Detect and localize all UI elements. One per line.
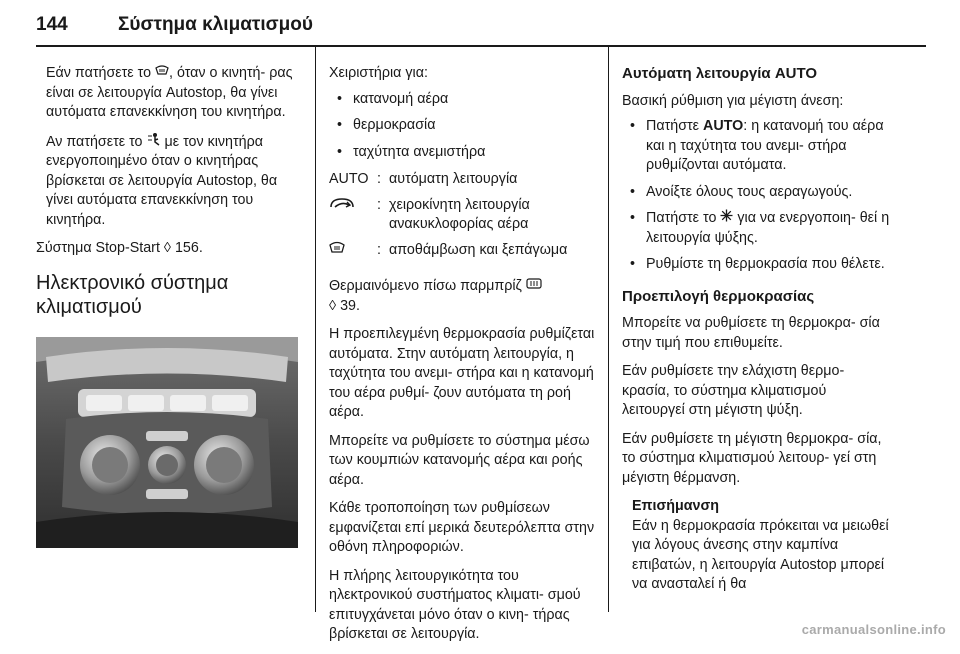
air-distribution-icon: [147, 132, 161, 153]
column-divider-2: [608, 47, 609, 612]
controls-intro: Χειριστήρια για:: [329, 65, 428, 81]
paragraph: Η προεπιλεγμένη θερμοκρασία ρυθμίζεται αυτόματα. Στην αυτόματη λειτουργία, η ταχύτητα του ανεμι- στήρα και η κατανομή του αέρα ρυθμί- ζουν αυτόματα τη ροή αέρα.: [329, 326, 595, 420]
table-row: : αποθάμβωση και ξεπάγωμα: [329, 241, 599, 268]
auto-steps-list: [622, 117, 892, 275]
section-heading-temperature-preset: Προεπιλογή θερμοκρασίας: [622, 287, 815, 305]
table-row: : χειροκίνητη λειτουργία ανακυκλοφορίας αέρα: [329, 196, 599, 241]
paragraph: Κάθε τροποποίηση των ρυθμίσεων εμφανίζεται επί μερικά δευτερόλεπτα στην οθόνη πληροφοριών.: [329, 500, 595, 555]
column-3: [622, 64, 892, 595]
page-number: 144: [36, 14, 68, 35]
snowflake-icon: [720, 209, 733, 229]
note-text: Εάν η θερμοκρασία πρόκειται να μειωθεί για λόγους άνεσης στην καμπίνα επιβατών, η λειτουργία Autostop μπορεί να ανασταλεί ή θα: [632, 517, 889, 592]
column-divider-1: [315, 47, 316, 612]
paragraph: Εάν ρυθμίσετε τη μέγιστη θερμοκρα- σία, το σύστημα κλιματισμού λειτουρ- γεί στη μέγιστη θέρμανση.: [622, 430, 882, 486]
paragraph: Εάν ρυθμίσετε την ελάχιστη θερμο- κρασία, το σύστημα κλιματισμού λειτουργεί στη μέγιστη ψύξη.: [622, 363, 845, 418]
section-heading-auto-mode: Αυτόματη λειτουργία AUTO: [622, 65, 818, 82]
column-2: [329, 64, 599, 654]
controls-table: [329, 170, 599, 267]
list-item: • θερμοκρασία: [329, 116, 599, 136]
recirculation-icon: [329, 198, 355, 214]
paragraph-rear-window: Θερμαινόμενο πίσω παρμπρίζ ◊ 39.: [329, 277, 599, 316]
defrost-icon: [329, 243, 345, 259]
watermark: carmanualsonline.info: [801, 622, 946, 637]
list-item: • Πατήστε AUTO: η κατανομή του αέρα και η ταχύτητα του ανεμι- στήρα ρυθμίζονται αυτόματα.: [622, 117, 892, 176]
list-item: • ταχύτητα ανεμιστήρα: [329, 143, 599, 163]
list-item: • Ανοίξτε όλους τους αεραγωγούς.: [622, 183, 892, 203]
list-item: • Ρυθμίστε τη θερμοκρασία που θέλετε.: [622, 255, 892, 275]
table-row: AUTO : αυτόματη λειτουργία: [329, 170, 599, 196]
page-ref-icon: ◊: [163, 240, 171, 256]
header-rule: [36, 45, 926, 47]
climate-control-panel-photo: [36, 337, 298, 548]
paragraph: Μπορείτε να ρυθμίσετε το σύστημα μέσω των κουμπιών κατανομής αέρα και ροής αέρα.: [329, 432, 590, 488]
defrost-icon: [155, 64, 169, 84]
list-item: • Πατήστε το για να ενεργοποιη- θεί η λειτουργία ψύξης.: [622, 209, 892, 248]
auto-key: AUTO: [329, 171, 369, 187]
section-heading-electronic-ac: Ηλεκτρονικό σύστημα κλιματισμού: [36, 271, 229, 318]
rear-window-heating-icon: [526, 277, 542, 297]
note-title: Επισήμανση: [632, 498, 719, 514]
paragraph-airflow-button: Αν πατήσετε το με τον κινητήρα ενεργοποιημένο όταν ο κινητήρας βρίσκεται σε λειτουργία Autostop, θα γίνει αυτόματα επανεκκίνηση του κινητήρα.: [46, 133, 278, 228]
controls-list: [329, 90, 599, 163]
paragraph: Μπορείτε να ρυθμίσετε τη θερμοκρα- σία στην τιμή που επιθυμείτε.: [622, 315, 880, 351]
paragraph-stop-start-ref: Σύστημα Stop-Start ◊ 156.: [36, 240, 203, 256]
paragraph: Η πλήρης λειτουργικότητα του ηλεκτρονικού συστήματος κλιματι- σμού επιτυγχάνεται μόνο όταν ο κινη- τήρας βρίσκεται σε λειτουργία.: [329, 567, 581, 642]
column-1: [36, 64, 304, 554]
page-header: [36, 14, 926, 40]
paragraph: Βασική ρύθμιση για μέγιστη άνεση:: [622, 92, 844, 109]
page-title: Σύστημα κλιματισμού: [118, 14, 313, 35]
note-box: [622, 497, 892, 595]
list-item: • κατανομή αέρα: [329, 90, 599, 110]
page-ref-icon: ◊: [329, 297, 337, 314]
paragraph-defrost-button: Εάν πατήσετε το , όταν ο κινητή- ρας είναι σε λειτουργία Autostop, θα γίνει αυτόματα επανεκκίνηση του κινητήρα.: [46, 65, 293, 120]
